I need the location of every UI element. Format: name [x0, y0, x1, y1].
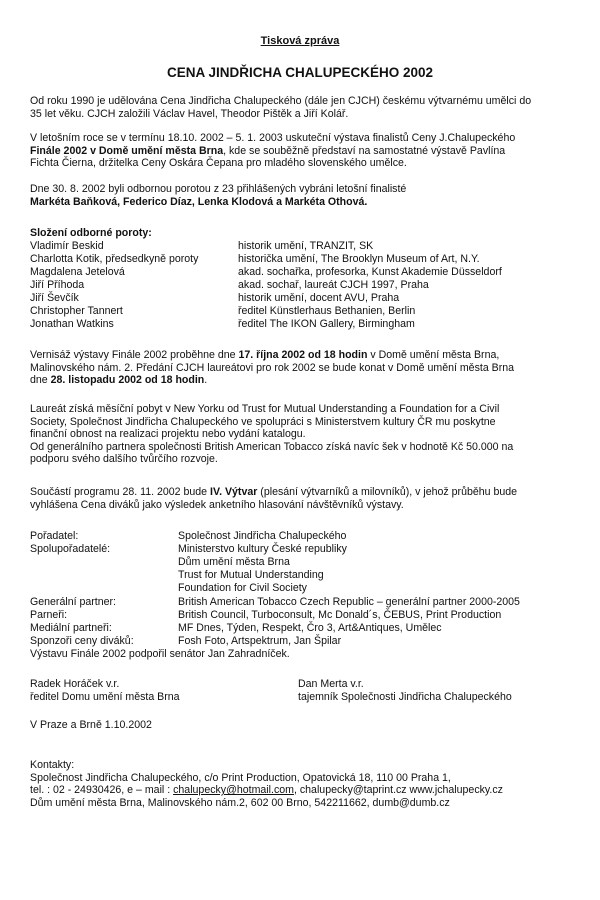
vernissage-text: v Domě umění města Brna, — [367, 349, 500, 361]
jury-member-name: Charlotta Kotik, předsedkyně poroty — [30, 253, 199, 265]
jury-heading: Složení odborné poroty: — [30, 227, 152, 239]
jury-member-role: akad. sochařka, profesorka, Kunst Akademie Düsseldorf — [238, 266, 502, 278]
organizer-value: Foundation for Civil Society — [178, 582, 307, 594]
jury-member-role: ředitel Künstlerhaus Bethanien, Berlin — [238, 305, 416, 317]
program-line-2: vyhlášena Cena diváků jako výsledek anketního hlasování návštěvníků výstavy. — [30, 498, 404, 511]
vernissage-date: 17. října 2002 od 18 hodin — [238, 349, 368, 361]
finalists-line-1: Dne 30. 8. 2002 byli odbornou porotou z 23 přihlášených vybráni letošní finalisté — [30, 183, 407, 195]
laureate-line-3: finanční obnost na realizaci projektu nebo vydání katalogu. — [30, 428, 306, 440]
vernissage-line-2: Malinovského nám. 2. Předání CJCH laureátovi pro rok 2002 se bude konat v Domě umění města Brna — [30, 361, 515, 374]
organizer-value: Ministerstvo kultury České republiky — [178, 543, 347, 555]
signature-left-name: Radek Horáček v.r. — [30, 678, 120, 690]
organizer-value: British American Tobacco Czech Republic – generální partner 2000-2005 — [178, 596, 520, 608]
jury-member-role: historička umění, The Brooklyn Museum of Art, N.Y. — [238, 253, 480, 265]
laureate-line-4: Od generálního partnera společnosti British American Tobacco získá navíc šek v hodnotě Kč 50.000 na — [30, 440, 514, 453]
signature-left-role: ředitel Domu umění města Brna — [30, 691, 180, 703]
page-title: CENA JINDŘICHA CHALUPECKÉHO 2002 — [166, 65, 434, 80]
organizer-label: Spolupořadatelé: — [30, 543, 111, 555]
laureate-line-2: Society, Společnost Jindřicha Chalupeckého ve spolupráci s Ministerstvem kultury ČR mu poskytne — [30, 415, 496, 428]
organizer-label: Generální partner: — [30, 596, 116, 608]
contacts-text: , chalupecky@taprint.cz www.jchalupecky.cz — [293, 784, 503, 796]
intro-line-2: 35 let věku. CJCH založili Václav Havel, Theodor Pištěk a Jiří Kolář. — [30, 107, 349, 120]
contacts-line-1: Společnost Jindřicha Chalupeckého, c/o Print Production, Opatovická 18, 110 00 Praha 1, — [30, 771, 451, 784]
organizer-value: MF Dnes, Týden, Respekt, Čro 3, Art&Antiques, Umělec — [178, 622, 442, 634]
finalists-paragraph — [30, 183, 600, 208]
program-text: (plesání výtvarníků a milovníků), v jehož průběhu bude — [257, 486, 518, 498]
vernissage-text: Vernisáž výstavy Finále 2002 proběhne dne — [30, 349, 239, 361]
place-date: V Praze a Brně 1.10.2002 — [30, 719, 152, 731]
jury-member-name: Magdalena Jetelová — [30, 266, 125, 278]
laureate-line-5: podporu svého dalšího tvůrčího rozvoje. — [30, 453, 218, 465]
jury-member-role: akad. sochař, laureát CJCH 1997, Praha — [238, 279, 429, 291]
jury-member-role: historik umění, TRANZIT, SK — [238, 240, 374, 252]
laureate-paragraph — [30, 403, 600, 466]
intro-line-1: Od roku 1990 je udělována Cena Jindřicha Chalupeckého (dále jen CJCH) českému výtvarnému umělci do — [30, 95, 532, 107]
program-text: Součástí programu 28. 11. 2002 bude — [30, 486, 211, 498]
signature-right-role: tajemník Společnosti Jindřicha Chalupeckého — [298, 691, 512, 703]
organizer-value: Trust for Mutual Understanding — [178, 569, 324, 581]
organizer-value: Společnost Jindřicha Chalupeckého — [178, 530, 347, 542]
jury-member-name: Jiří Ševčík — [30, 292, 79, 304]
intro-paragraph — [30, 95, 600, 120]
program-line-1 — [30, 486, 600, 499]
exhibition-venue: Finále 2002 v Domě umění města Brna — [30, 144, 224, 157]
exhibition-line-2-rest: , kde se souběžně představí na samostatné výstavě Pavlína — [223, 144, 506, 157]
contacts-line-2 — [30, 784, 600, 797]
senator-support-line: Výstavu Finále 2002 podpořil senátor Jan Zahradníček. — [30, 648, 290, 660]
organizer-label: Sponzoři ceny diváků: — [30, 635, 134, 647]
jury-member-role: historik umění, docent AVU, Praha — [238, 292, 400, 304]
jury-member-name: Christopher Tannert — [30, 305, 123, 317]
exhibition-line-1: V letošním roce se v termínu 18.10. 2002 – 5. 1. 2003 uskuteční výstava finalistů Ceny J.Chalupeckého — [30, 132, 516, 144]
contacts-text: tel. : 02 - 24930426, e – mail : — [30, 784, 174, 796]
signature-right-name: Dan Merta v.r. — [298, 678, 364, 690]
contacts-line-3: Dům umění města Brna, Malinovského nám.2, 602 00 Brno, 542211662, dumb@dumb.cz — [30, 796, 450, 809]
organizer-value: British Council, Turboconsult, Mc Donald´s, ČEBUS, Print Production — [178, 609, 502, 621]
organizer-value: Dům umění města Brna — [178, 556, 290, 568]
email-link[interactable]: chalupecky@hotmail.com — [173, 784, 294, 796]
organizer-label: Parneři: — [30, 609, 68, 621]
vernissage-text: dne — [30, 374, 51, 386]
jury-member-name: Jiří Příhoda — [30, 279, 85, 291]
program-event-name: IV. Výtvar — [210, 486, 258, 498]
vernissage-line-3 — [30, 374, 600, 387]
finalists-names: Markéta Baňková, Federico Díaz, Lenka Klodová a Markéta Othová. — [30, 195, 368, 208]
jury-member-role: ředitel The IKON Gallery, Birmingham — [238, 318, 415, 330]
organizer-label: Pořadatel: — [30, 530, 79, 542]
laureate-line-1: Laureát získá měsíční pobyt v New Yorku od Trust for Mutual Understanding a Foundation for a Civil — [30, 403, 500, 415]
exhibition-paragraph — [30, 132, 600, 170]
exhibition-line-2 — [30, 145, 600, 158]
program-paragraph — [30, 486, 600, 511]
exhibition-line-3: Fichta Čierna, držitelka Ceny Oskára Čepana pro mladého slovenského umělce. — [30, 157, 407, 169]
vernissage-paragraph — [30, 349, 600, 387]
vernissage-line-1 — [30, 349, 600, 362]
organizer-label: Mediální partneři: — [30, 622, 112, 634]
jury-member-name: Vladimír Beskid — [30, 240, 104, 252]
document-kicker: Tisková zpráva — [260, 35, 340, 47]
organizer-value: Fosh Foto, Artspektrum, Jan Špilar — [178, 635, 342, 647]
contacts-heading: Kontakty: — [30, 759, 75, 771]
contacts-block — [30, 759, 600, 809]
vernissage-text: . — [204, 374, 208, 386]
jury-member-name: Jonathan Watkins — [30, 318, 114, 330]
award-ceremony-date: 28. listopadu 2002 od 18 hodin — [50, 374, 205, 386]
